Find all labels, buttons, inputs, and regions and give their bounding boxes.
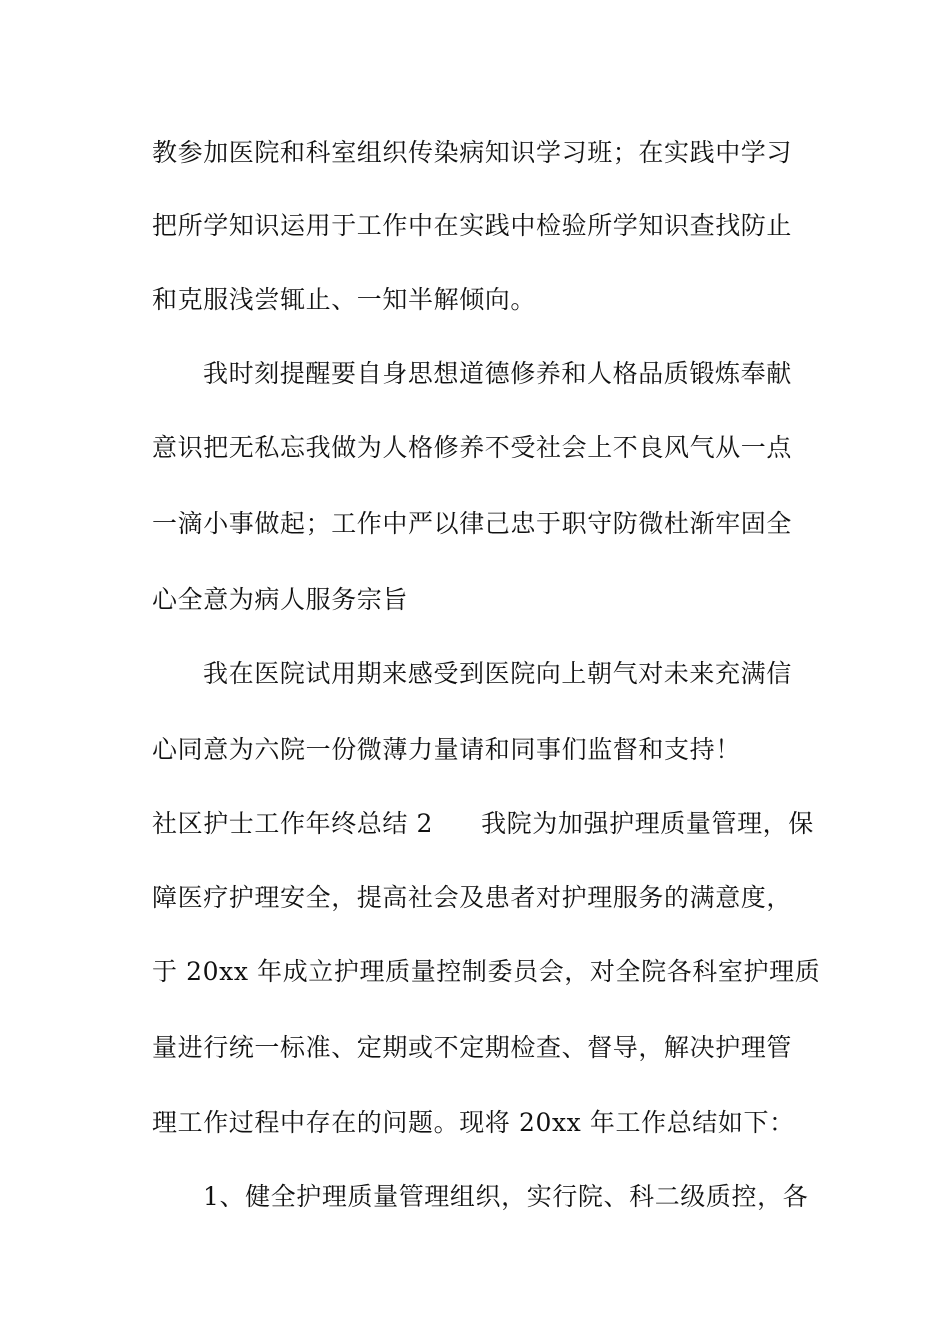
paragraph-start-line: 1、健全护理质量管理组织，实行院、科二级质控，各: [203, 1182, 809, 1211]
text-line: 障医疗护理安全，提高社会及患者对护理服务的满意度，: [152, 883, 793, 912]
text-line: 教参加医院和科室组织传染病知识学习班；在实践中学习: [152, 138, 793, 167]
text-line: 把所学知识运用于工作中在实践中检验所学知识查找防止: [152, 211, 793, 240]
section-first-text: 我院为加强护理质量管理，保: [481, 809, 814, 838]
text-line: 心同意为六院一份微薄力量请和同事们监督和支持！: [152, 735, 741, 764]
section-line: [152, 809, 814, 839]
text-line: 和克服浅尝辄止、一知半解倾向。: [152, 285, 537, 314]
paragraph-start-line: 我在医院试用期来感受到医院向上朝气对未来充满信: [203, 659, 792, 688]
text-line: 量进行统一标准、定期或不定期检查、督导，解决护理管: [152, 1033, 793, 1062]
paragraph-start-line: 我时刻提醒要自身思想道德修养和人格品质锻炼奉献: [203, 359, 792, 388]
section-heading: 社区护士工作年终总结 2: [152, 809, 434, 838]
text-line: 心全意为病人服务宗旨: [152, 585, 409, 614]
text-line: 于 20xx 年成立护理质量控制委员会，对全院各科室护理质: [152, 957, 821, 986]
text-line: 意识把无私忘我做为人格修养不受社会上不良风气从一点: [152, 433, 793, 462]
text-line: 理工作过程中存在的问题。现将 20xx 年工作总结如下：: [152, 1108, 795, 1137]
text-line: 一滴小事做起；工作中严以律己忠于职守防微杜渐牢固全: [152, 509, 793, 538]
